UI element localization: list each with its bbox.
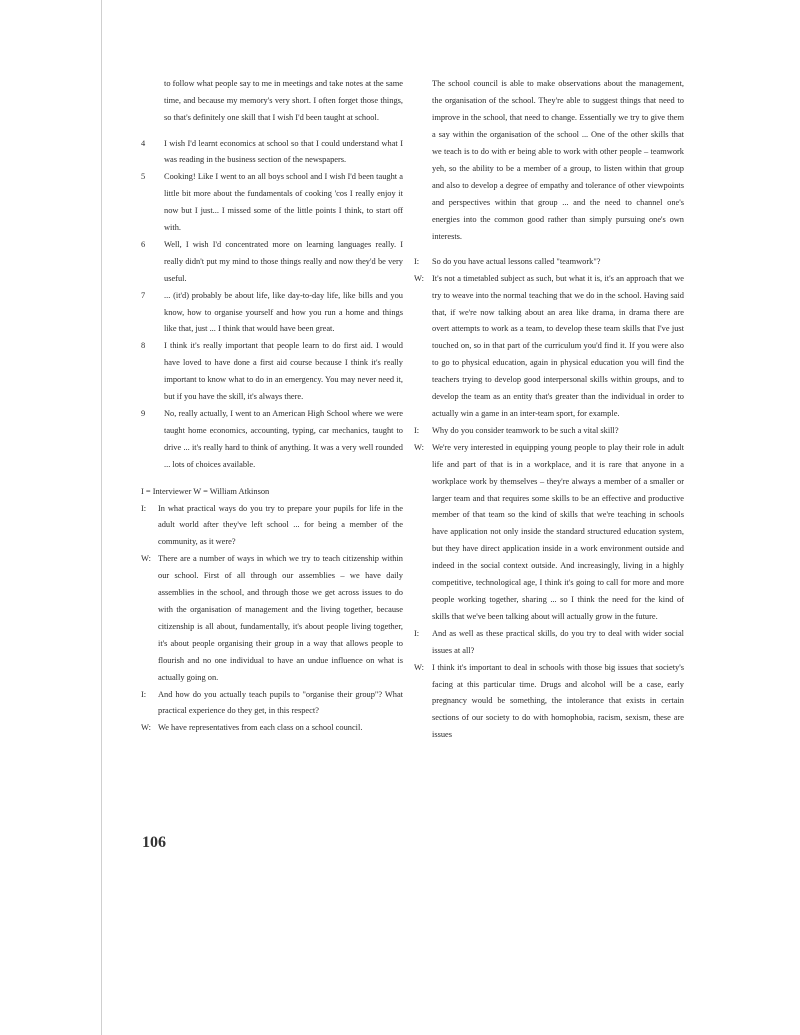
- speaker-legend: I = Interviewer W = William Atkinson: [141, 486, 270, 496]
- speaker-label: W:: [414, 273, 424, 283]
- dialogue-text: And how do you actually teach pupils to "organise their group"? What practical experience do they get, in this respect?: [158, 689, 403, 716]
- speaker-label: I:: [141, 689, 147, 699]
- speaker-label: W:: [414, 662, 424, 672]
- item-text: ... (it'd) probably be about life, like day-to-day life, like bills and you know, how to organise yourself and how you run a home and things like that, just ... I think that would have been great.: [164, 290, 403, 334]
- item-text: I think it's really important that people learn to do first aid. I would have loved to have done a first aid course because I think it's really important to know what to do in an emergency. You may never need it, but if you have the skill, it's always there.: [164, 341, 403, 402]
- list-item: [141, 169, 403, 237]
- item-number: 4: [141, 138, 146, 148]
- left-column: [141, 68, 403, 737]
- speaker-label: I:: [141, 503, 147, 513]
- speaker-label: I:: [414, 628, 420, 638]
- dialogue-entry: [414, 440, 684, 626]
- dialogue-entry: [414, 254, 684, 271]
- item-text: Cooking! Like I went to an all boys school and I wish I'd been taught a little bit more about the fundamentals of cooking 'cos I really enjoy it now but I just... I missed some of the little points I think, to start off with.: [164, 172, 403, 233]
- item-number: 8: [141, 341, 146, 351]
- page-number: 106: [142, 834, 166, 851]
- speaker-label: I:: [414, 256, 420, 266]
- dialogue-text: Why do you consider teamwork to be such a vital skill?: [432, 425, 619, 435]
- dialogue-entry: [141, 687, 403, 721]
- dialogue-entry: [414, 271, 684, 423]
- speaker-label: W:: [414, 442, 424, 452]
- item-number: 5: [141, 172, 146, 182]
- speaker-label: I:: [414, 425, 420, 435]
- item-number: 9: [141, 409, 146, 418]
- list-item: [141, 338, 403, 406]
- dialogue-text: And as well as these practical skills, do you try to deal with wider social issues at all?: [432, 628, 684, 655]
- item-text: No, really actually, I went to an American High School where we were taught home economics, accounting, typing, car mechanics, taught to drive ... it's really hard to think of anything. It was a very well rounded ... lots of choices available.: [164, 409, 403, 469]
- dialogue-text: I think it's important to deal in schools with those big issues that society's facing at this particular time. Drugs and alcohol will be a case, early pregnancy would be something, the intolerance that exists in certain sections of our society to do with homophobia, racism, sexism, these are issues: [432, 662, 684, 740]
- speaker-label: W:: [141, 723, 151, 733]
- dialogue-entry: [414, 660, 684, 745]
- dialogue-text: In what practical ways do you try to prepare your pupils for life in the adult world after they've left school ... for being a member of the community, as it were?: [158, 503, 403, 547]
- item-number: 6: [141, 239, 146, 249]
- dialogue-entry: [141, 720, 403, 737]
- list-item: [141, 406, 403, 474]
- list-item: [141, 136, 403, 170]
- item-number: 7: [141, 290, 146, 300]
- dialogue-text: There are a number of ways in which we try to teach citizenship within our school. First of all through our assemblies – we have daily assemblies in the school, and through those we get across issues to do with the organisation of management and the living together, because citizenship is all about, fundamentally, it's about people living together, it's about people organising their group in a way that allows people to flourish and no one individual to have an undue influence on what is actually going on.: [158, 554, 403, 682]
- dialogue-entry: [414, 626, 684, 660]
- right-continuation-text: The school council is able to make observations about the management, the organisation of the school. They're able to suggest things that need to improve in the school, that need to change. Essentially we try to give them a say within the organisation of the school ... One of the other skills that we teach is to do with er being able to work with other people – teamwork yeh, so the ability to be a member of a group, to listen within that group and also to develop a degree of empathy and tolerance of other viewpoints and perspectives within that group ... and the need to channel one's energies into the common good rather than simply pursuing one's own interests.: [432, 79, 684, 241]
- dialogue-text: It's not a timetabled subject as such, but what it is, it's an approach that we try to weave into the normal teaching that we do in the school. Having said that, if we're now talking about an area like drama, in drama there are overt attempts to work as a team, to develop these team skills that I've just touched on, so in that part of the curriculum you'd find it. If you were also to go to physical education, again in physical education you will find the teachers trying to develop good interpersonal skills within groups, and to develop the team as an entity that's greater than the individual in order to actually win a game in an inter-team sport, for example.: [432, 273, 684, 418]
- list-item: [141, 237, 403, 288]
- list-item: [141, 288, 403, 339]
- page-edge-line: [101, 0, 102, 1035]
- left-continuation-text: to follow what people say to me in meetings and take notes at the same time, and because my memory's very short. I often forget those things, so that's definitely one skill that I wish I'd been taught at school.: [164, 79, 403, 123]
- speaker-label: W:: [141, 554, 151, 564]
- dialogue-entry: [414, 423, 684, 440]
- dialogue-text: So do you have actual lessons called "teamwork"?: [432, 256, 601, 266]
- dialogue-text: We're very interested in equipping young people to play their role in adult life and part of that is in a workplace, and it is rare that anyone in a workplace work by themselves – they're always a member of a smaller or larger team and that requires some skills to be an effective and productive member of that team so the kind of skills that we're teaching in schools have application not only inside the standard structured education system, but they have direct application inside in a work environment outside and indeed in the social context outside. And increasingly, living in a highly competitive, technological age, I think it's going to call for more and more people working together, sharing ... so I think the need for the kind of skills that we've been talking about will actually grow in the future.: [432, 442, 684, 621]
- item-text: Well, I wish I'd concentrated more on learning languages really. I really didn't put my mind to those things really and now they'd be very useful.: [164, 239, 403, 283]
- dialogue-text: We have representatives from each class on a school council.: [158, 723, 363, 733]
- dialogue-entry: [141, 551, 403, 686]
- right-column: [414, 68, 684, 744]
- dialogue-entry: [141, 501, 403, 552]
- item-text: I wish I'd learnt economics at school so that I could understand what I was reading in the business section of the newspapers.: [164, 138, 403, 165]
